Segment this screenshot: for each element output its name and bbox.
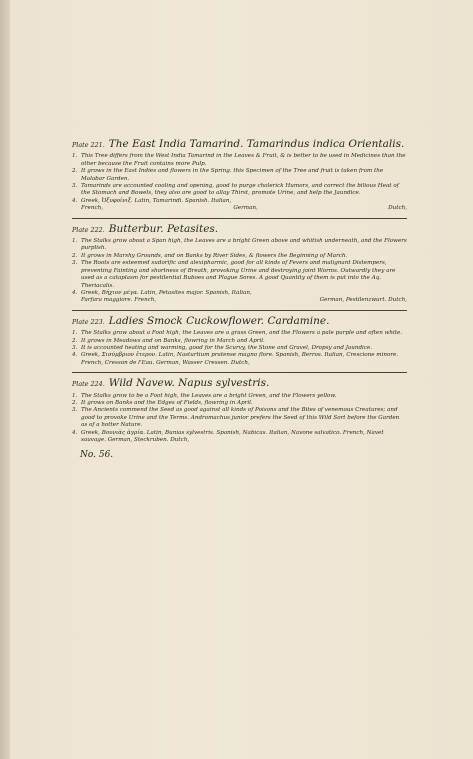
- page-number: No. 56.: [80, 450, 114, 461]
- item-number: 4.: [72, 352, 78, 359]
- item-text: Greek, Βουνιὰς ἀγρία. Latin, Bunias sylvestris. Spanish, Nabicas. Italian, Navone salvatico. French, Navet sauvage. German, Steckruben. Dutch,: [81, 429, 384, 443]
- vernacular-name: Farfara maggiore. French,: [81, 297, 157, 304]
- numbered-paragraph: [72, 290, 407, 297]
- numbered-paragraph: [72, 407, 407, 429]
- item-text: Greek, Ὀξυφοίνιξ. Latin, Tamarindi. Spanish. Italian,: [81, 197, 232, 204]
- plate-title: Wild Navew. Napus sylvestris.: [108, 377, 270, 390]
- item-text: It is accounted heating and warming, good for the Scurvy, the Stone and Gravel, Dropsy and Jaundice.: [81, 344, 373, 351]
- section-divider: [72, 218, 407, 219]
- item-number: 4.: [72, 197, 78, 204]
- plate-number: Plate 221.: [72, 141, 105, 149]
- vernacular-name: French,: [81, 205, 103, 212]
- numbered-paragraph: [72, 430, 407, 445]
- vernacular-name: German, Pestilenzwurt. Dutch,: [319, 297, 407, 304]
- numbered-paragraph: [72, 352, 407, 367]
- plate-heading: [72, 138, 407, 150]
- plate-section: [72, 138, 407, 213]
- binding-edge: [0, 0, 10, 759]
- vernacular-name: German,: [233, 205, 258, 212]
- vernacular-name: Dutch,: [388, 205, 407, 212]
- plate-title: Butterbur. Petasites.: [108, 222, 219, 235]
- item-number: 2.: [72, 399, 78, 406]
- text-block: [72, 134, 407, 460]
- item-text: The Roots are esteemed sudorific and alexipharmic, good for all kinds of Fevers and malignant Distempers, preventing Fainting and shortness of Breath, provoking Urine and destroying joint Worms. Outwardly they are used as a cataplasm for pestilential Buboes and Plague Sores. A good Quantity of them is put into the Aq. Theriacalis.: [81, 260, 396, 289]
- item-text: Greek, Βήχιον μέγα. Latin, Petasites major. Spanish, Italian,: [81, 289, 252, 296]
- item-number: 2.: [72, 168, 78, 175]
- item-text: Greek, Σισύμβριον ἕτερον. Latin, Nasturtium pratense magno flore. Spanish, Berros. Italian, Crescione minore. French, Cresson de l'Eau. German, Wasser Cressen. Dutch,: [81, 352, 399, 366]
- item-text: It grows on Banks and the Edges of Fields, flowring in April.: [81, 399, 253, 406]
- plate-section: [72, 223, 407, 305]
- item-number: 3.: [72, 260, 78, 267]
- item-number: 1.: [72, 392, 78, 399]
- numbered-paragraph: [72, 198, 407, 205]
- numbered-paragraph: [72, 338, 407, 345]
- numbered-paragraph: [72, 168, 407, 183]
- item-number: 4.: [72, 289, 78, 296]
- plate-section: [72, 377, 407, 444]
- item-number: 1.: [72, 153, 78, 160]
- item-number: 1.: [72, 330, 78, 337]
- plate-number: Plate 222.: [72, 225, 105, 234]
- item-number: 3.: [72, 344, 78, 351]
- item-text: Tamarinds are accounted cooling and opening, good to purge cholerick Humors, and correct the bilious Heat of the Stomach and Bowels, they also are good to allay Thirst, promote Urine, and help the Jaundice.: [81, 183, 399, 197]
- vernacular-names-row: [72, 205, 407, 212]
- vernacular-names-row: [72, 297, 407, 304]
- plate-title: Ladies Smock Cuckowflower. Cardamine.: [108, 314, 330, 327]
- item-number: 2.: [72, 252, 78, 259]
- numbered-paragraph: [72, 260, 407, 290]
- plate-heading: [72, 315, 407, 327]
- plate-heading: [72, 223, 407, 235]
- item-text: The Stalks grow to be a Foot high, the Leaves are a bright Green, and the Flowers yellow.: [81, 392, 337, 399]
- numbered-paragraph: [72, 400, 407, 407]
- numbered-paragraph: [72, 253, 407, 260]
- item-text: It grows in the East Indies and flowers in the Spring. this Specimen of the Tree and fruit is taken from the Malabar Garden.: [81, 168, 384, 182]
- item-number: 3.: [72, 183, 78, 190]
- item-number: 4.: [72, 429, 78, 436]
- item-text: The Stalks grow about a Foot high, the Leaves are a grass Green, and the Flowers a pale purple and often white.: [81, 330, 403, 337]
- numbered-paragraph: [72, 183, 407, 198]
- numbered-paragraph: [72, 238, 407, 253]
- item-text: It grows in Marshy Grounds, and on Banks by River Sides, & flowers the Beginning of March.: [81, 252, 348, 259]
- item-text: This Tree differs from the West India Tamarind in the Leaves & Fruit, & is better to be used in Medicines than the other because the Fruit contains more Pulp.: [81, 153, 406, 167]
- plate-title: The East India Tamarind. Tamarindus indica Orientalis.: [108, 138, 405, 150]
- plate-number: Plate 223.: [72, 317, 105, 326]
- item-number: 2.: [72, 337, 78, 344]
- plate-heading: [72, 377, 407, 389]
- item-text: It grows in Meadows and on Banks, flowring in March and April.: [81, 337, 265, 344]
- item-number: 3.: [72, 407, 78, 414]
- numbered-paragraph: [72, 330, 407, 337]
- section-divider: [72, 372, 407, 373]
- section-divider: [72, 310, 407, 311]
- numbered-paragraph: [72, 153, 407, 168]
- item-number: 1.: [72, 238, 78, 245]
- numbered-paragraph: [72, 393, 407, 400]
- plate-section: [72, 315, 407, 367]
- item-text: The Ancients commend the Seed as good against all kinds of Poisons and the Bites of venemous Creatures; and good to provoke Urine and the Terms. Andromachus junior prefers the Seed of this Wild Sort before the Garden as of a hotter Nature.: [81, 407, 400, 429]
- item-text: The Stalks grow about a Span high, the Leaves are a bright Green above and whitish underneath, and the Flowers purplish.: [81, 238, 407, 252]
- plate-number: Plate 224.: [72, 380, 105, 389]
